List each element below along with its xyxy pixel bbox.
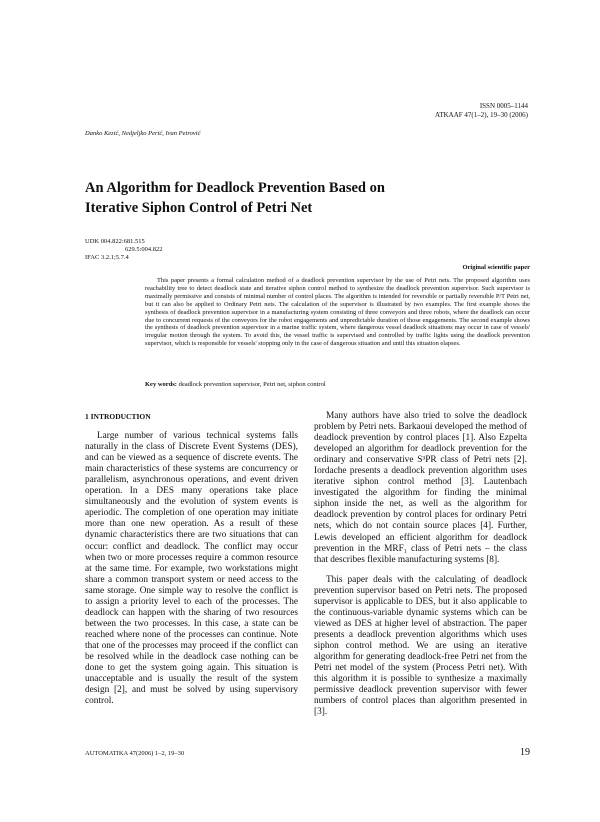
journal-reference: ATKAAF 47(1–2), 19–30 (2006) [435, 111, 528, 119]
contribution-paragraph: This paper deals with the calculating of deadlock prevention supervisor based on Petri nets. The proposed supervisor is applicable to DES, but it also applicable to the continuous-variable dynamic systems which can be viewed as DES at higher level of abstraction. The paper presents a deadlock prevention algorithms which uses siphon control method. We are using an iterative algorithm for generating deadlock-free Petri net from the Petri net model of the system (Process Petri net). With this algorithm it is possible to synthesize a maximally permissive deadlock prevention supervisor with fewer numbers of control places than algorithm presented in [3]. [314, 574, 527, 718]
issn-line: ISSN 0005–1144 [479, 102, 528, 110]
ifac-code: IFAC 3.2.1;5.7.4 [85, 254, 129, 261]
left-column [85, 411, 298, 707]
title-line-1: An Algorithm for Deadlock Prevention Based on [85, 180, 385, 196]
journal-header [435, 102, 528, 120]
right-column [314, 411, 527, 718]
classification-codes [85, 238, 163, 262]
abstract: This paper presents a formal calculation method of a deadlock prevention supervisor by the use of Petri nets. The proposed algorithm uses reachability tree to detect deadlock state and iterative siphon control method to synthesize the deadlock prevention supervisor. Such supervisor is maximally permissive and consists of minimal number of control places. The algorithm is intended for reversible or partially reversible P/T Petri net, but it can also be applied to Ordinary Petri nets. The calculation of the supervisor is illustrated by two examples. The first example shows the synthesis of deadlock prevention supervisor in a manufacturing system consisting of three conveyors and three robots, where the deadlock can occur due to concurrent requests of the conveyors for the robot engagements and unpredictable duration of those engagements. The second example shows the synthesis of deadlock prevention supervisor in a marine traffic system, where dangerous vessel deadlock situations may occur in case of vessels' irregular motion through the system. To avoid this, the vessel traffic is supervised and controlled by traffic lights using the deadlock prevention supervisor, which is responsible for vessels' stopping only in the case of dangerous situation and until this situation elapses. [145, 277, 530, 348]
keywords-text: deadlock prevention supervisor, Petri net, siphon control [178, 381, 326, 388]
udk-code: UDK 004.822:681.515 [85, 238, 145, 245]
page-number: 19 [520, 747, 530, 758]
section-heading-introduction: 1 INTRODUCTION [85, 412, 151, 421]
related-work-paragraph: Many authors have also tried to solve the deadlock problem by Petri nets. Barkaoui developed the method of deadlock prevention by control places [1]. Also Ezpelta developed an algorithm for deadlock prevention for the ordinary and conservative S³PR class of Petri nets [2]. Iordache presents a deadlock prevention algorithm uses iterative siphon control method [3]. Lautenbach investigated the algorithm for finding the minimal siphon inside the net, as well as the algorithm for deadlock prevention by control places for ordinary Petri nets, which do not contain source places [4]. Further, Lewis developed an efficient algorithm for deadlock prevention in the MRF₁ class of Petri nets – the class that describes flexible manufacturing systems [8]. [314, 411, 528, 565]
paper-type-label: Original scientific paper [462, 264, 530, 271]
intro-paragraph: Large number of various technical systems falls naturally in the class of Discrete Event Systems (DES), and can be viewed as a sequence of discrete events. The main characteristics of these systems are concurrency or parallelism, asynchronous operations, and event driven operation. In a DES many operations take place simultaneously and the evolution of system events is aperiodic. The completion of one operation may initiate more than one new operation. As a result of these dynamic characteristics there are two situations that can occur: conflict and deadlock. The conflict may occur when two or more processes require a common resource at the same time. For example, two workstations might share a common transport system or need access to the same storage. One simple way to resolve the conflict is to assign a priority level to each of the processes. The deadlock can happen with the sharing of two resources between the two processes. In this case, a state can be reached where none of the processes can continue. Note that one of the processes may proceed if the conflict can be resolved while in the deadlock case nothing can be done to get the system going again. This situation is unacceptable and is usually the result of the system design [2], and must be solved by using supervisory control. [85, 431, 298, 707]
udk-code-continued: 629.5:004.822 [125, 246, 163, 253]
author-list: Danko Kezić, Nedjeljko Perić, Ivan Petrović [85, 130, 201, 137]
paper-title [85, 178, 505, 218]
keywords [145, 381, 530, 388]
title-line-2: Iterative Siphon Control of Petri Net [85, 200, 313, 216]
keywords-label: Key words: [145, 381, 177, 388]
footer-journal: AUTOMATIKA 47(2006) 1–2, 19–30 [85, 750, 185, 757]
